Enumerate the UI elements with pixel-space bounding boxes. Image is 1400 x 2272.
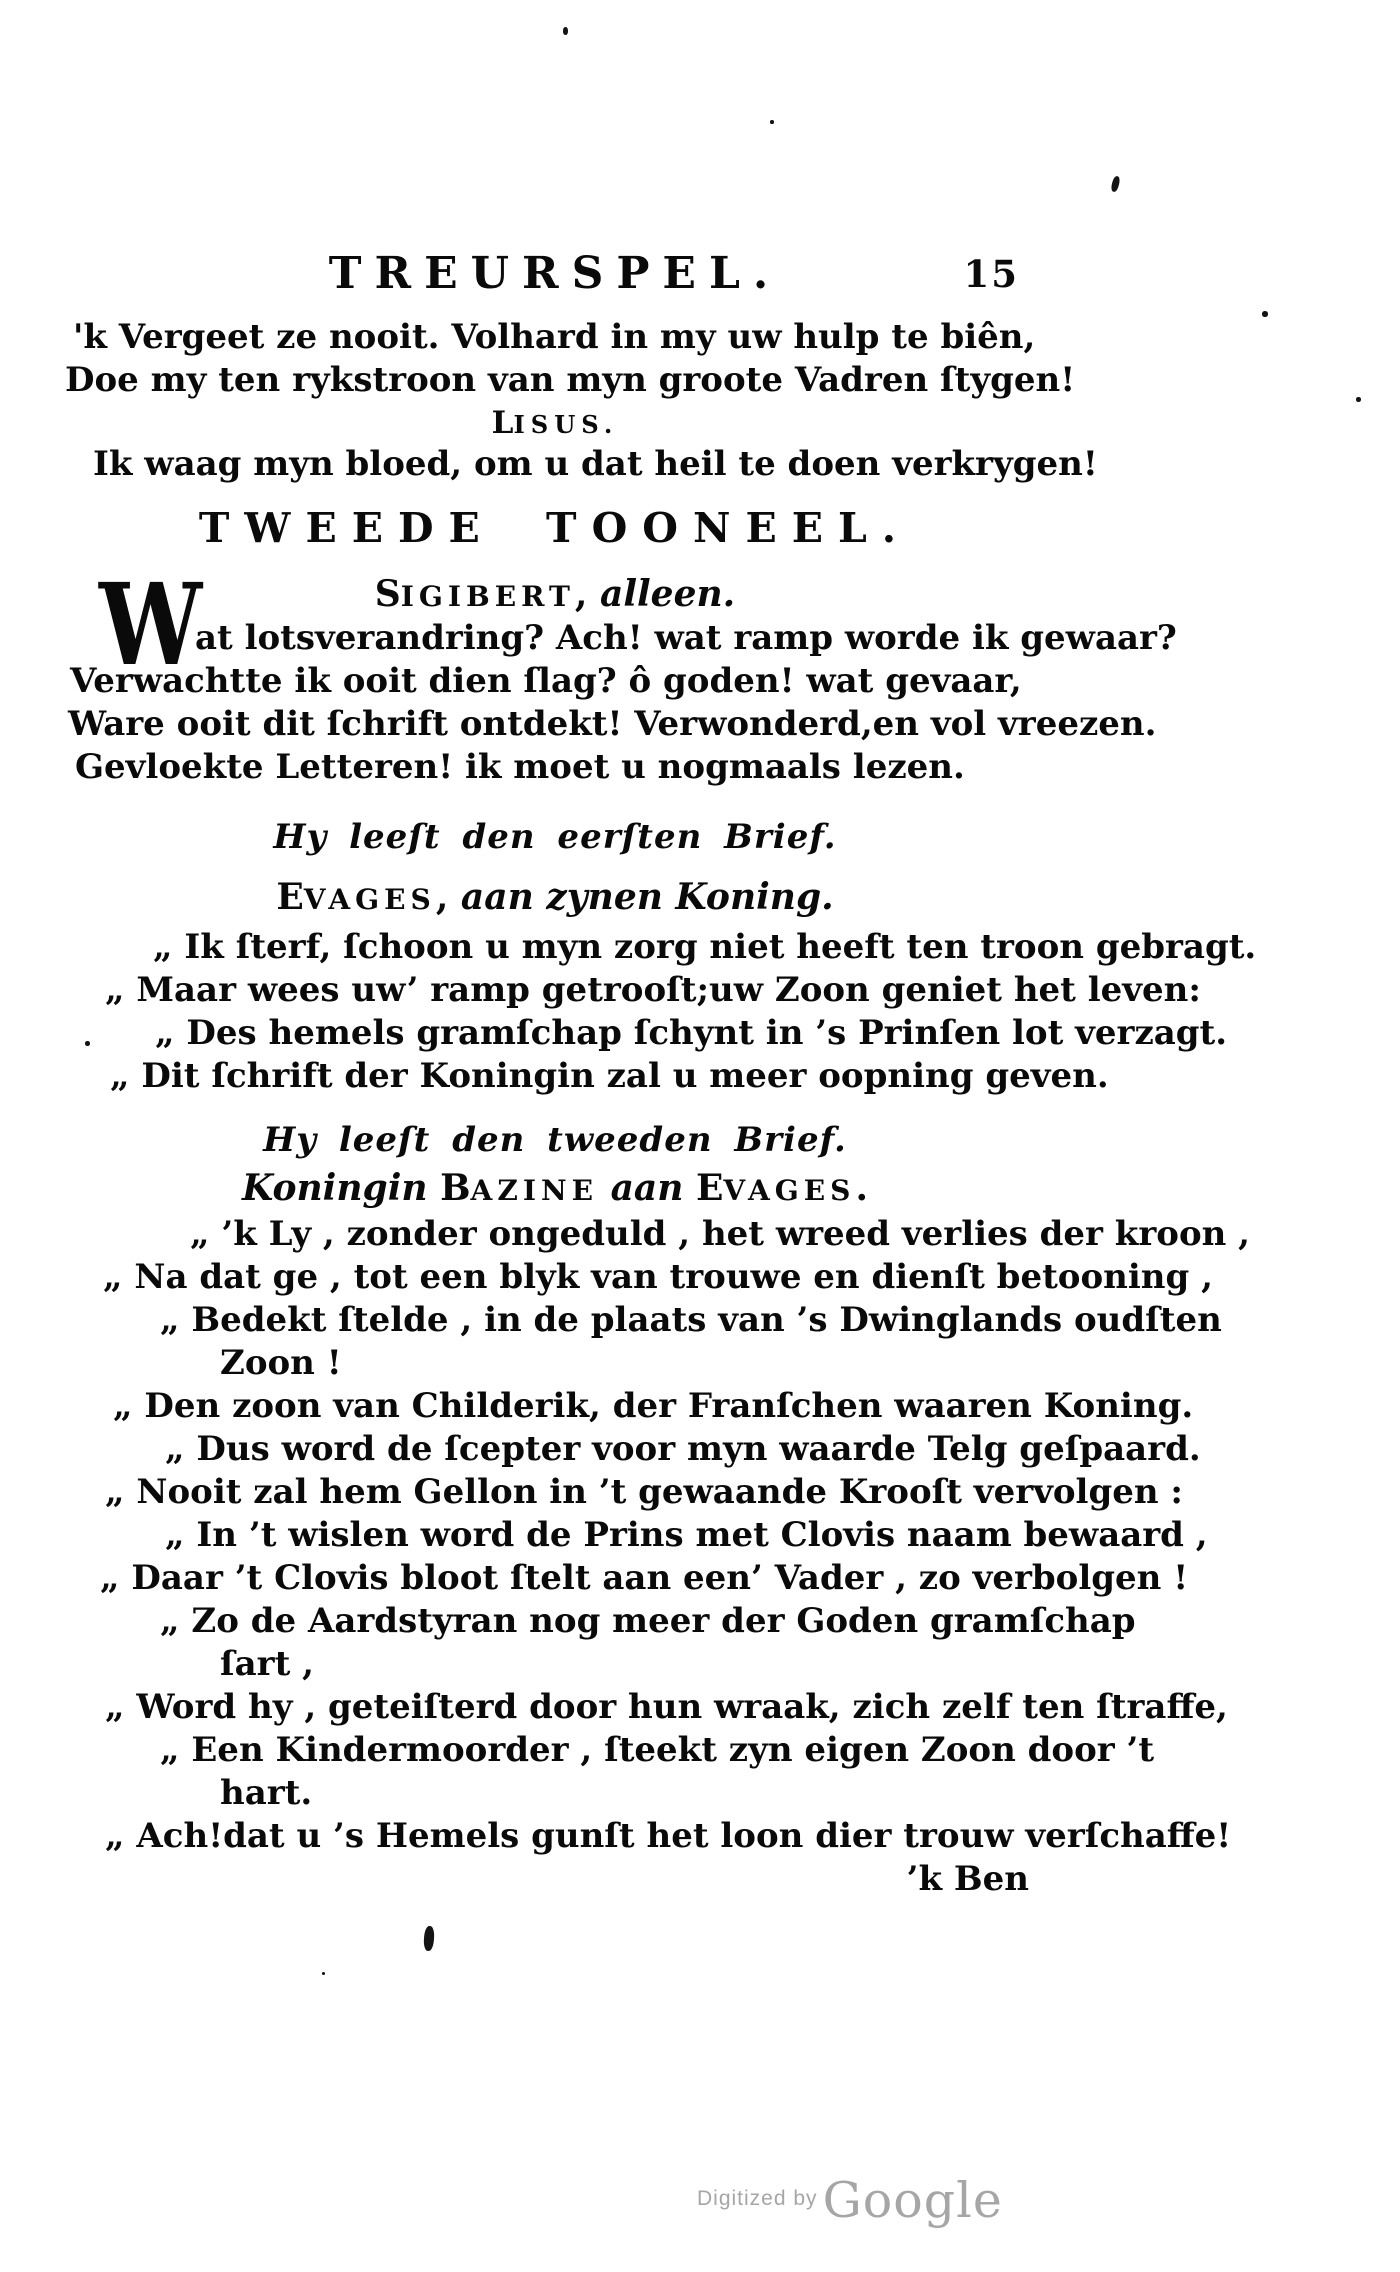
letter-line: [65, 926, 1257, 969]
verse-line: [65, 443, 1098, 486]
text-run: S: [374, 573, 401, 615]
text-run: „ In ’t wislen word de Prins met Clovis naam bewaard ,: [165, 1515, 1208, 1555]
text-run: hart.: [220, 1773, 313, 1813]
running-title: TREURSPEL.: [328, 248, 782, 299]
text-run: Verwachtte ik ooit dien ſlag? ô goden! wat gevaar,: [70, 661, 1022, 701]
text-run: VAGES: [303, 883, 436, 916]
text-run: L: [491, 405, 514, 441]
text-run: ISUS.: [513, 410, 619, 439]
verse-line: [65, 316, 1045, 359]
text-run: „ Nooit zal hem Gellon in ’t gewaande Krooſt vervolgen :: [105, 1472, 1183, 1512]
text-run: „ Word hy , geteiſterd door hun wraak, zich zelf ten ſtraffe,: [105, 1687, 1228, 1727]
text-run: ,: [435, 876, 461, 918]
text-run: [598, 1167, 611, 1209]
letter-line: [65, 1299, 1222, 1342]
text-run: at lotsverandring? Ach! wat ramp worde ik gewaar?: [195, 618, 1177, 658]
page-number: 15: [963, 252, 1019, 296]
speaker-name: [65, 405, 1045, 443]
scene-heading: [65, 502, 1045, 554]
verse-line: [65, 359, 1076, 402]
letter-line: [65, 1643, 1045, 1686]
text-run: „ Dit ſchrift der Koningin zal u meer oopning geven.: [110, 1056, 1109, 1096]
letter-line: [65, 1815, 1232, 1858]
ink-speck: [1110, 175, 1121, 192]
text-run: Ware ooit dit ſchrift ontdekt! Verwonderd,en vol vreezen.: [68, 704, 1157, 744]
text-run: TWEEDE TOONEEL.: [198, 504, 912, 552]
letter-line: [65, 1471, 1183, 1514]
text-run: E: [276, 876, 304, 918]
text-run: Gevloekte Letteren! ik moet u nogmaals lezen.: [75, 747, 965, 787]
ink-speck: [423, 1926, 435, 1952]
running-header: [65, 248, 1045, 298]
text-run: 'k Vergeet ze nooit. Volhard in my uw hulp te biên,: [73, 317, 1036, 357]
text-run: Hy leeſt den tweeden Brief.: [263, 1120, 847, 1160]
watermark-prefix: Digitized by: [697, 2187, 818, 2210]
text-run: AZINE: [470, 1174, 599, 1207]
ink-speck: [85, 1041, 90, 1046]
text-run: .: [855, 1167, 868, 1209]
text-run: aan zynen Koning.: [460, 876, 834, 918]
verse-line: [65, 660, 1045, 703]
text-run: „ Een Kindermoorder , ſteekt zyn eigen Zoon door ’t: [160, 1730, 1155, 1770]
text-run: ſart ,: [220, 1644, 314, 1684]
text-run: „ Des hemels gramſchap ſchynt in ’s Prinſen lot verzagt.: [155, 1013, 1228, 1053]
letter-line: [65, 1729, 1155, 1772]
letter-line: [65, 1686, 1228, 1729]
ink-speck: [1262, 311, 1268, 317]
text-column: [65, 248, 1257, 1901]
letter-line: [65, 1600, 1136, 1643]
verse-line: [65, 703, 1157, 746]
ink-speck: [322, 1972, 325, 1975]
ink-speck: [1356, 397, 1361, 402]
letter-heading: [65, 877, 1045, 920]
letter-line: [65, 1342, 1045, 1385]
catchword: [65, 1858, 1045, 1901]
text-run: „ Bedekt ſtelde , in de plaats van ’s Dwinglands oudſten: [160, 1300, 1222, 1340]
drop-cap-letter: W: [99, 560, 203, 691]
letter-line: [65, 1514, 1208, 1557]
text-run: Doe my ten rykstroon van myn groote Vadren ſtygen!: [65, 360, 1076, 400]
text-run: „ Ik ſterf, ſchoon u myn zorg niet heeft ten troon gebragt.: [153, 927, 1257, 967]
letter-line: [65, 969, 1201, 1012]
text-run: „ Na dat ge , tot een blyk van trouwe en dienſt betooning ,: [103, 1257, 1213, 1297]
letter-line: [65, 1213, 1251, 1256]
google-logo: Google: [822, 2172, 1003, 2229]
text-run: „ Ach!dat u ’s Hemels gunſt het loon dier trouw verſchaffe!: [105, 1816, 1232, 1856]
letter-line: [65, 1385, 1194, 1428]
verse-line: [65, 746, 1045, 789]
digitization-watermark: [697, 2172, 1003, 2229]
letter-line: [65, 1772, 1045, 1815]
text-run: „ Maar wees uw’ ramp getrooſt;uw Zoon geniet het leven:: [105, 970, 1201, 1010]
text-run: „ Daar ’t Clovis bloot ſtelt aan een’ Vader , zo verbolgen !: [100, 1558, 1189, 1598]
letter-line: [65, 1428, 1201, 1471]
verse-line: [65, 617, 1177, 660]
text-run: IGIBERT: [400, 580, 575, 613]
letter-line: [65, 1256, 1213, 1299]
text-run: „ Dus word de ſcepter voor myn waarde Telg geſpaard.: [165, 1429, 1201, 1469]
stage-direction: [65, 817, 1045, 857]
letter-heading: [65, 1168, 1045, 1211]
letter-line: [65, 1557, 1189, 1600]
text-run: VAGES: [723, 1174, 856, 1207]
text-run: „ Zo de Aardstyran nog meer der Goden gramſchap: [160, 1601, 1136, 1641]
letter-line: [65, 1055, 1109, 1098]
stage-direction: [65, 1120, 1045, 1160]
text-run: Zoon !: [220, 1343, 342, 1383]
text-run: [683, 1167, 696, 1209]
text-run: Ik waag myn bloed, om u dat heil te doen verkrygen!: [93, 444, 1098, 484]
ink-speck: [563, 27, 568, 35]
text-run: Hy leeſt den eerſten Brief.: [273, 817, 837, 857]
text-run: E: [695, 1167, 724, 1209]
text-run: ,: [574, 573, 600, 615]
text-run: ’k Ben: [906, 1859, 1029, 1899]
letter-line: [65, 1012, 1228, 1055]
text-run: Koningin: [242, 1167, 441, 1209]
text-run: alleen.: [600, 573, 736, 615]
text-run: B: [440, 1167, 471, 1209]
text-run: aan: [610, 1167, 684, 1209]
text-run: „ ’k Ly , zonder ongeduld , het wreed verlies der kroon ,: [190, 1214, 1251, 1254]
text-run: „ Den zoon van Childerik, der Franſchen waaren Koning.: [113, 1386, 1194, 1426]
ink-speck: [770, 120, 774, 124]
